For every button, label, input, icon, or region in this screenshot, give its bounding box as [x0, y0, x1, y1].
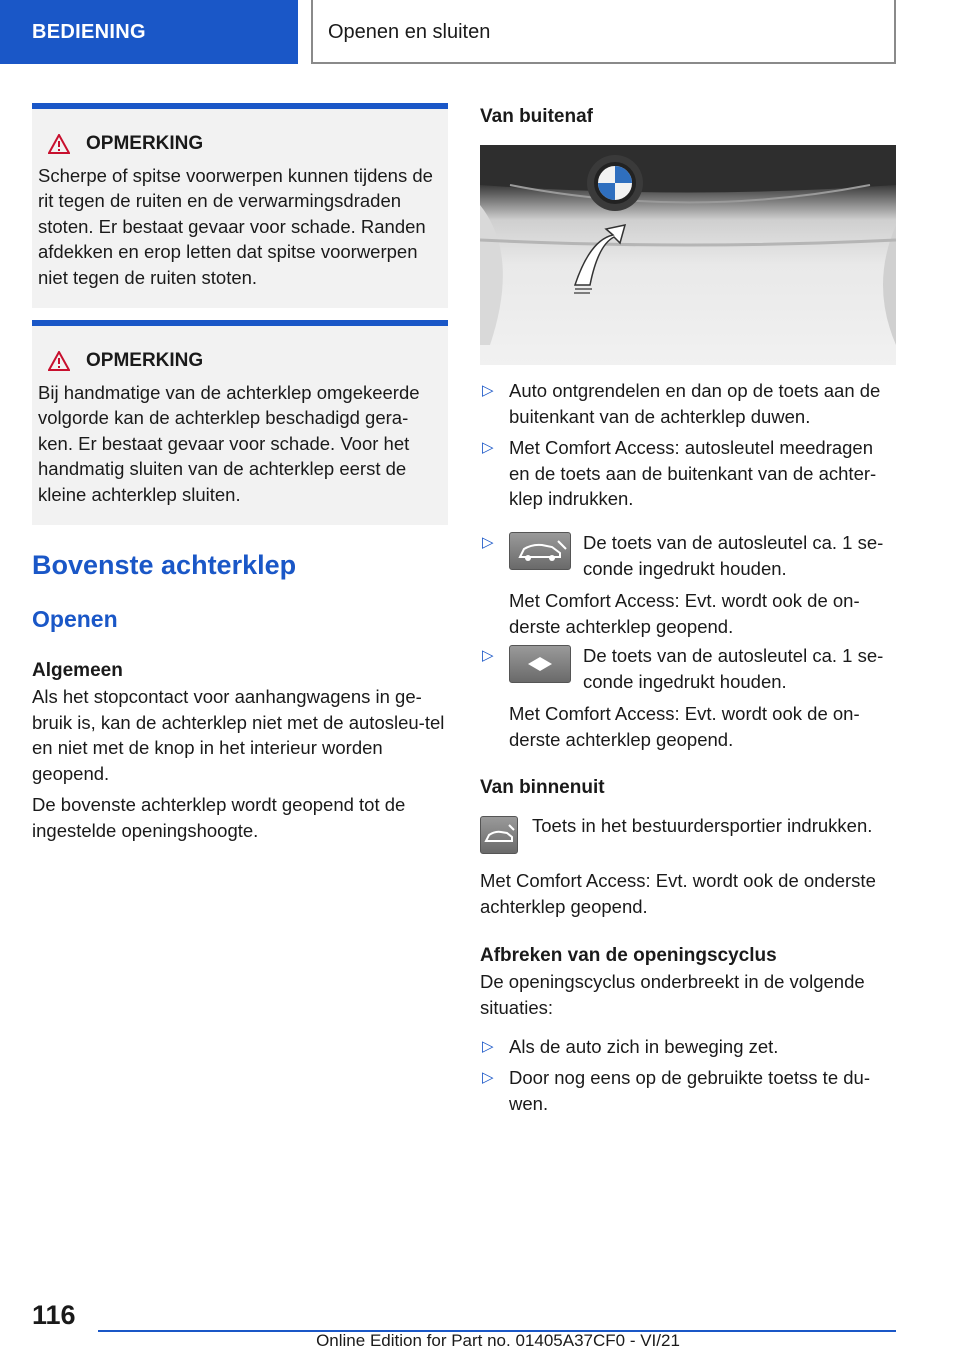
tailgate-illustration [480, 145, 896, 365]
notice-box [32, 320, 448, 525]
triangle-bullet-icon: ▷ [482, 439, 494, 456]
triangle-bullet-icon: ▷ [482, 534, 494, 551]
inside-title: Van binnenuit [480, 777, 605, 798]
list-item [480, 435, 896, 512]
section-tab: BEDIENING [0, 0, 298, 64]
list-item-text: Door nog eens op de gebruikte toetss te du-wen. [509, 1067, 870, 1114]
general-section [32, 658, 448, 843]
general-title: Algemeen [32, 660, 123, 681]
list-item-text: De toets van de autosleutel ca. 1 se-conde ingedrukt houden. [583, 645, 884, 692]
warning-icon [48, 134, 70, 154]
notice-text: Scherpe of spitse voorwerpen kunnen tijdens de rit tegen de ruiten en de verwarmingsdraden stoten. Er bestaat gevaar voor schade. Randen afdekken en erop letten dat spitse voorwerpen niet tegen de ruiten stoten. [38, 164, 433, 288]
page-title: Openen en sluiten [311, 0, 896, 64]
list-item-text: Als de auto zich in beweging zet. [509, 1036, 779, 1057]
edition-text: Online Edition for Part no. 01405A37CF0 - VI/21 [316, 1331, 680, 1350]
outside-title: Van buitenaf [480, 106, 593, 127]
notice-title-text: OPMERKING [86, 133, 204, 154]
abort-text: De openingscyclus onderbreekt in de volgende situaties: [480, 971, 865, 1018]
list-item-text: Auto ontgrendelen en dan op de toets aan de buitenkant van de achterklep duwen. [509, 380, 881, 427]
page-number: 116 [32, 1300, 76, 1330]
triangle-bullet-icon: ▷ [482, 1069, 494, 1086]
section-heading: Bovenste achterklep [32, 550, 297, 580]
list-item [480, 530, 896, 639]
triangle-bullet-icon: ▷ [482, 647, 494, 664]
general-paragraph: De bovenste achterklep wordt geopend tot de ingestelde openingshoogte. [32, 794, 406, 841]
general-paragraph: Als het stopcontact voor aanhangwagens in ge-bruik is, kan de achterklep niet met de autosleu-tel en niet met de knop in het interieur worden geopend. [32, 686, 445, 784]
notice-box [32, 103, 448, 308]
notice-title [48, 348, 438, 374]
car-tailgate-key-icon [509, 532, 571, 570]
list-item [480, 1065, 896, 1116]
inside-text: Toets in het bestuurdersportier indrukken. [532, 815, 873, 836]
triangle-bullet-icon: ▷ [482, 382, 494, 399]
list-item [480, 643, 896, 752]
subsection-heading: Openen [32, 606, 118, 632]
door-button-icon [480, 816, 518, 854]
triangle-bullet-icon: ▷ [482, 1038, 494, 1055]
list-item-note: Met Comfort Access: Evt. wordt ook de on-derste achterklep geopend. [509, 590, 860, 637]
inside-note: Met Comfort Access: Evt. wordt ook de onderste achterklep geopend. [480, 870, 876, 917]
abort-section [480, 943, 896, 1020]
abort-title: Afbreken van de openingscyclus [480, 945, 777, 966]
list-item-note: Met Comfort Access: Evt. wordt ook de on-derste achterklep geopend. [509, 703, 860, 750]
list-item-text: Met Comfort Access: autosleutel meedragen en de toets aan de buitenkant van de achter-klep indrukken. [509, 437, 877, 509]
list-item [480, 1034, 896, 1060]
notice-title [48, 131, 438, 157]
tailgate-button-photo [480, 145, 896, 365]
notice-text: Bij handmatige van de achterklep omgekeerde volgorde kan de achterklep beschadigd gera-ken. Er bestaat gevaar voor schade. Voor het handmatig sluiten van de achterklep eerst de kleine achterklep sluiten. [38, 381, 420, 505]
notice-title-text: OPMERKING [86, 350, 204, 371]
tailgate-key-icon [509, 645, 571, 683]
list-item-text: De toets van de autosleutel ca. 1 se-conde ingedrukt houden. [583, 532, 884, 579]
list-item [480, 378, 896, 429]
warning-icon [48, 351, 70, 371]
